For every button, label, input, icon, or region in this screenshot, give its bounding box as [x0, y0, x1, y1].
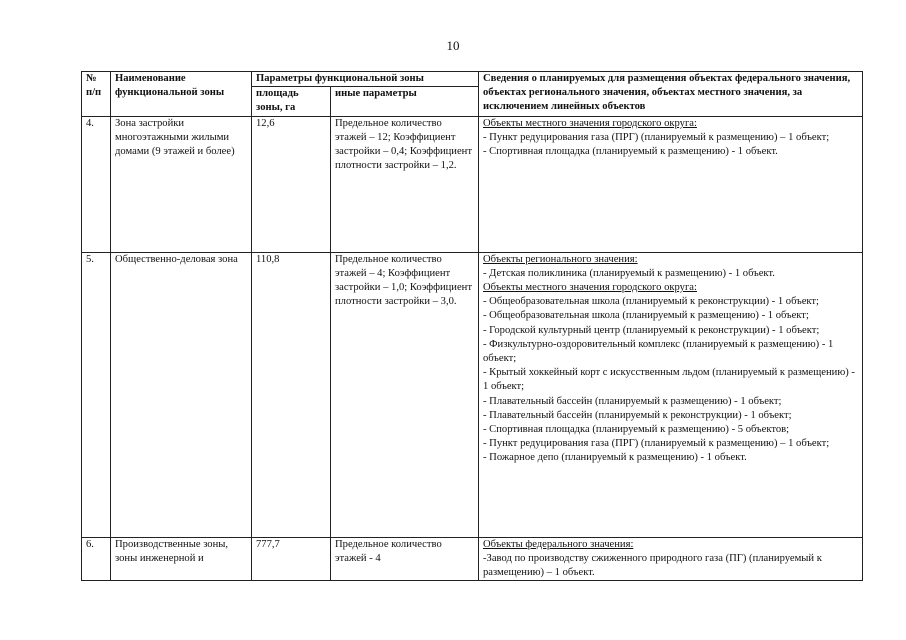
planned-objects [479, 537, 863, 581]
object-item: - Детская поликлиника (планируемый к размещению) - 1 объект. [483, 267, 775, 279]
planned-objects [479, 116, 863, 252]
table-header-row [82, 72, 863, 87]
object-item: - Плавательный бассейн (планируемый к размещению) - 1 объект; [483, 395, 782, 407]
object-item: - Спортивная площадка (планируемый к размещению) - 5 объектов; [483, 424, 790, 436]
objects-group-heading: Объекты регионального значения: [483, 253, 638, 265]
zone-parameters: Предельное количество этажей – 12; Коэффициент застройки – 0,4; Коэффициент плотности застройки – 1,2. [331, 116, 479, 252]
header-number: № п/п [82, 72, 111, 117]
objects-group-heading: Объекты местного значения городского округа: [483, 282, 697, 294]
objects-group-heading: Объекты местного значения городского округа: [483, 117, 697, 129]
zone-name: Зона застройки многоэтажными жилыми домами (9 этажей и более) [111, 116, 252, 252]
zone-name: Общественно-деловая зона [111, 252, 252, 537]
page-number: 10 [446, 38, 460, 53]
zone-parameters: Предельное количество этажей - 4 [331, 537, 479, 581]
zone-area: 110,8 [252, 252, 331, 537]
object-item: - Пожарное депо (планируемый к размещению) - 1 объект. [483, 452, 747, 464]
planned-objects [479, 252, 863, 537]
row-number: 6. [82, 537, 111, 581]
table-row [82, 537, 863, 581]
row-number: 5. [82, 252, 111, 537]
object-item: - Плавательный бассейн (планируемый к реконструкции) - 1 объект; [483, 409, 792, 421]
zone-area: 777,7 [252, 537, 331, 581]
header-planned-objects: Сведения о планируемых для размещения объектах федерального значения, объектах регионального значения, объектах местного значения, за исключением линейных объектов [479, 72, 863, 117]
objects-group-heading: Объекты федерального значения: [483, 538, 634, 550]
header-area: площадь зоны, га [252, 87, 331, 116]
object-item: - Крытый хоккейный корт с искусственным льдом (планируемый к размещению) - 1 объект; [483, 367, 855, 393]
header-other-parameters: иные параметры [331, 87, 479, 116]
object-item: - Общеобразовательная школа (планируемый к размещению) - 1 объект; [483, 310, 809, 322]
object-item: - Городской культурный центр (планируемый к реконструкции) - 1 объект; [483, 324, 820, 336]
header-zone-name: Наименование функциональной зоны [111, 72, 252, 117]
object-item: - Физкультурно-оздоровительный комплекс (планируемый к размещению) - 1 объект; [483, 338, 834, 365]
functional-zones-table [81, 71, 863, 581]
object-item: - Спортивная площадка (планируемый к размещению) - 1 объект. [483, 146, 778, 158]
object-item: - Пункт редуцирования газа (ПРГ) (планируемый к размещению) – 1 объект; [483, 438, 830, 450]
table-row [82, 116, 863, 252]
object-item: -Завод по производству сжиженного природного газа (ПГ) (планируемый к размещению) – 1 объект. [483, 552, 822, 579]
header-zone-parameters: Параметры функциональной зоны [252, 72, 479, 87]
zone-name: Производственные зоны, зоны инженерной и [111, 537, 252, 581]
object-item: - Общеобразовательная школа (планируемый к реконструкции) - 1 объект; [483, 296, 819, 308]
object-item: - Пункт редуцирования газа (ПРГ) (планируемый к размещению) – 1 объект; [483, 131, 830, 143]
zone-parameters: Предельное количество этажей – 4; Коэффициент застройки – 1,0; Коэффициент плотности застройки – 3,0. [331, 252, 479, 537]
table-row [82, 252, 863, 537]
row-number: 4. [82, 116, 111, 252]
zone-area: 12,6 [252, 116, 331, 252]
